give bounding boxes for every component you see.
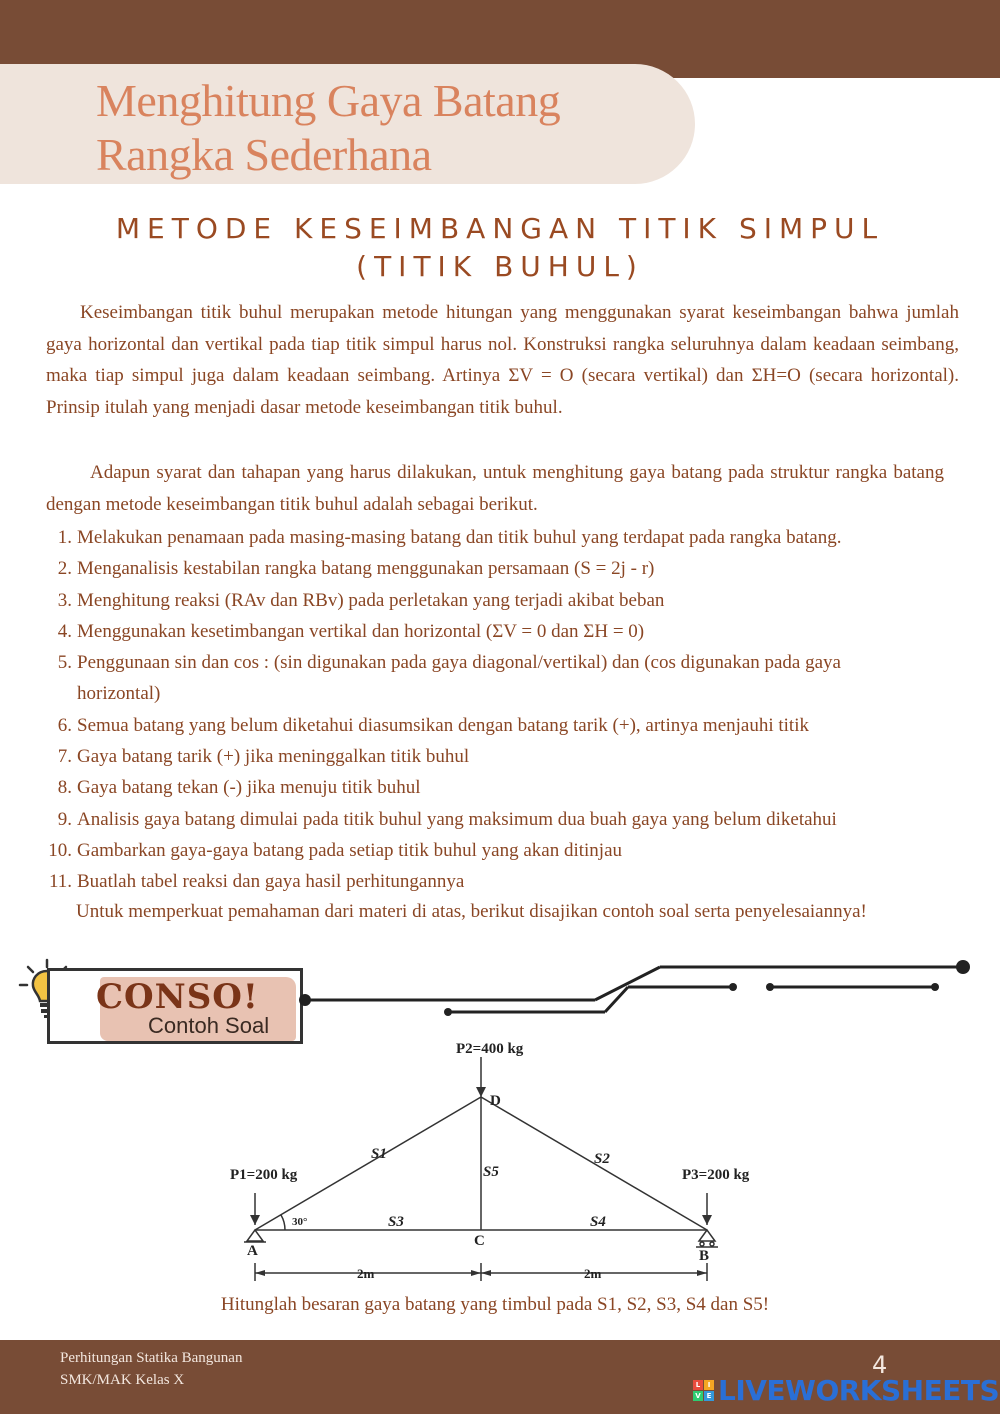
node-b: B bbox=[699, 1248, 710, 1264]
node-d: D bbox=[490, 1093, 501, 1109]
title-banner bbox=[0, 64, 695, 184]
member-s1-line bbox=[255, 1097, 481, 1230]
steps-list bbox=[46, 522, 959, 898]
list-item: 8. Gaya batang tekan (-) jika menuju titik buhul bbox=[57, 777, 421, 799]
liveworksheets-logo[interactable] bbox=[693, 1374, 999, 1407]
label-span-left: 2m bbox=[357, 1266, 375, 1281]
page-number: 4 bbox=[872, 1351, 888, 1379]
list-item: 4. Menggunakan kesetimbangan vertikal dan horizontal (ΣV = 0 dan ΣH = 0) bbox=[57, 620, 645, 642]
label-s2: S2 bbox=[594, 1151, 610, 1167]
list-item: 5. Penggunaan sin dan cos : (sin digunakan pada gaya diagonal/vertikal) dan (cos digunakan pada gaya horizontal) bbox=[57, 652, 841, 705]
list-item: 7. Gaya batang tarik (+) jika meninggalkan titik buhul bbox=[57, 746, 470, 768]
decorative-lines bbox=[0, 950, 1000, 1030]
footer-course: Perhitungan Statika Bangunan bbox=[60, 1350, 243, 1366]
node-a: A bbox=[247, 1243, 258, 1259]
list-item: 3. Menghitung reaksi (RAv dan RBv) pada perletakan yang terjadi akibat beban bbox=[57, 589, 665, 611]
list-item: 10. Gambarkan gaya-gaya batang pada setiap titik buhul yang akan ditinjau bbox=[48, 839, 623, 861]
paragraph-example-intro: Untuk memperkuat pemahaman dari materi di atas, berikut disajikan contoh soal serta penyelesaiannya! bbox=[76, 901, 867, 922]
question-text: Hitunglah besaran gaya batang yang timbul pada S1, S2, S3, S4 dan S5! bbox=[220, 1294, 770, 1315]
footer-class: SMK/MAK Kelas X bbox=[60, 1372, 185, 1388]
section-subtitle: METODE KESEIMBANGAN TITIK SIMPUL (TITIK BUHUL) bbox=[115, 212, 885, 283]
truss-diagram bbox=[220, 1035, 780, 1285]
logo-text: LIVEWORKSHEETS bbox=[718, 1374, 1000, 1407]
badge-subtitle: Contoh Soal bbox=[148, 1013, 270, 1038]
label-p3: P3=200 kg bbox=[682, 1167, 750, 1183]
paragraph-intro: Keseimbangan titik buhul merupakan metode hitungan yang menggunakan syarat keseimbangan bahwa jumlah gaya horizontal dan vertikal pada tiap titik simpul harus nol. Konstruksi rangka seluruhnya dalam keadaan seimbang, maka tiap simpul juga dalam keadaan seimbang. Artinya ΣV = O (secara vertikal) dan ΣH=O (secara horizontal). Prinsip itulah yang menjadi dasar metode keseimbangan titik buhul. bbox=[46, 302, 959, 418]
label-s5: S5 bbox=[483, 1164, 499, 1180]
paragraph-steps-intro: Adapun syarat dan tahapan yang harus dilakukan, untuk menghitung gaya batang pada struktur rangka batang dengan metode keseimbangan titik buhul adalah sebagai berikut. bbox=[46, 462, 944, 515]
list-item: 1. Melakukan penamaan pada masing-masing batang dan titik buhul yang terdapat pada rangka batang. bbox=[57, 527, 842, 548]
node-c: C bbox=[474, 1233, 485, 1249]
list-item: 9. Analisis gaya batang dimulai pada titik buhul yang maksimum dua buah gaya yang belum diketahui bbox=[57, 808, 837, 830]
label-span-right: 2m bbox=[584, 1266, 602, 1281]
list-item: 2. Menganalisis kestabilan rangka batang menggunakan persamaan (S = 2j - r) bbox=[57, 558, 655, 580]
label-angle: 30° bbox=[292, 1216, 308, 1228]
label-p2: P2=400 kg bbox=[456, 1041, 524, 1057]
list-item: 11. Buatlah tabel reaksi dan gaya hasil perhitungannya bbox=[48, 871, 465, 893]
page-title: Menghitung Gaya Batang Rangka Sederhana bbox=[96, 75, 561, 180]
label-s3: S3 bbox=[388, 1214, 404, 1230]
badge-title: CONSO! bbox=[96, 977, 259, 1017]
label-s1: S1 bbox=[371, 1146, 387, 1162]
label-s4: S4 bbox=[590, 1214, 606, 1230]
logo-mark-icon: L I V E bbox=[693, 1380, 714, 1401]
list-item: 6. Semua batang yang belum diketahui diasumsikan dengan batang tarik (+), artinya menjauhi titik bbox=[57, 714, 809, 736]
label-p1: P1=200 kg bbox=[230, 1167, 298, 1183]
